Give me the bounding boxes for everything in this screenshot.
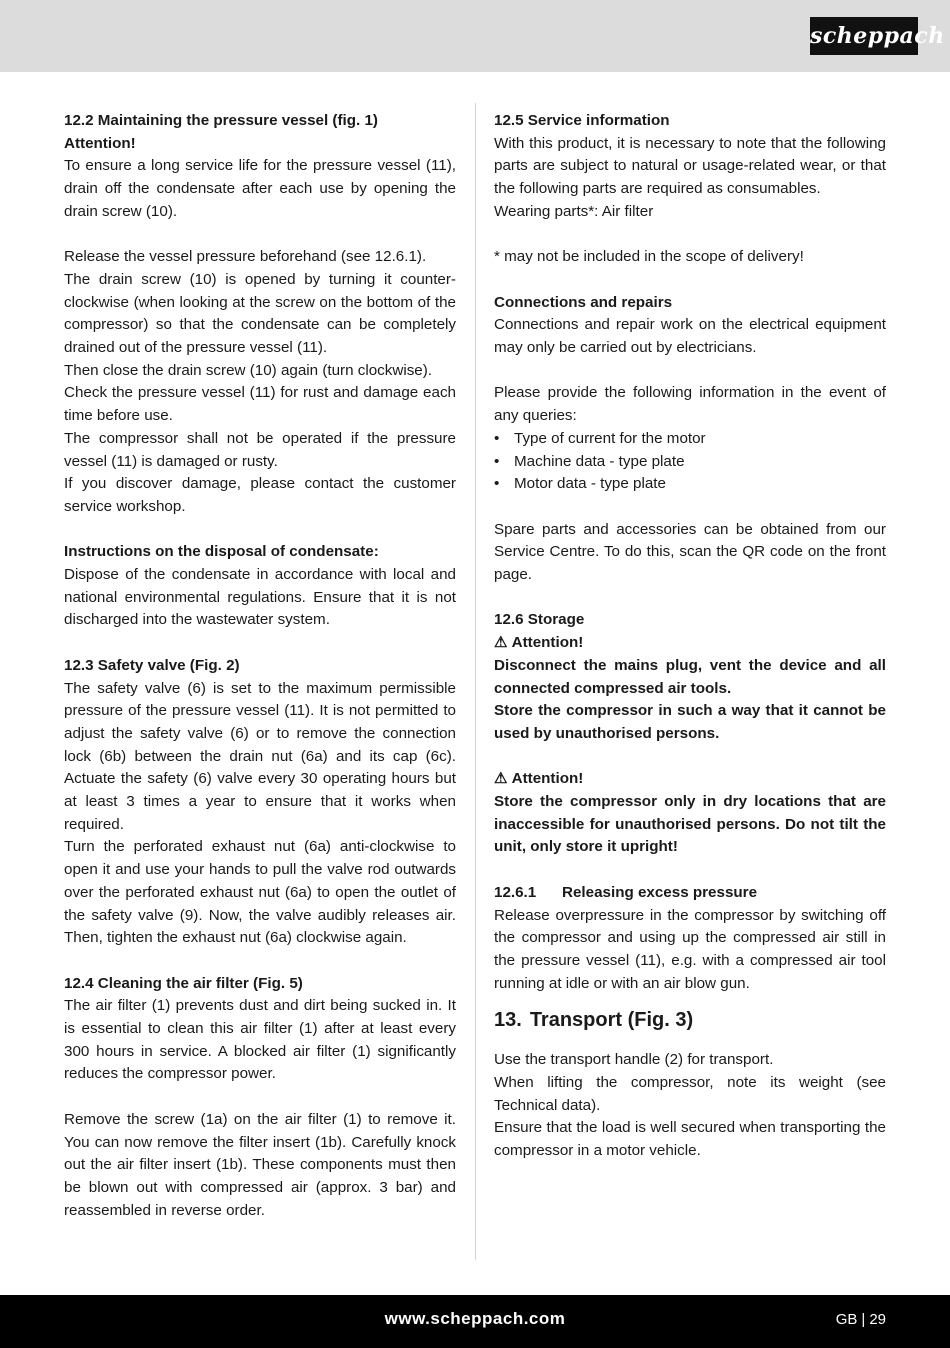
paragraph: Release the vessel pressure beforehand (see 12.6.1). xyxy=(64,248,427,266)
page-number: GB | 29 xyxy=(835,1311,886,1328)
scheppach-logo: scheppach xyxy=(810,17,918,55)
paragraph: Connections and repair work on the electrical equipment may only be carried out by electricians. xyxy=(494,316,886,356)
section-12-2-heading: 12.2 Maintaining the pressure vessel (fig. 1) xyxy=(64,112,378,129)
list-item-text: Machine data - type plate xyxy=(514,452,685,470)
list-item-text: Motor data - type plate xyxy=(514,475,666,493)
paragraph: With this product, it is necessary to note that the following parts are subject to natural or usage-related wear, or that the following parts are required as consumables. xyxy=(494,134,886,198)
paragraph: Please provide the following information in the event of any queries: xyxy=(494,384,886,425)
warning-text: Disconnect the mains plug, vent the device and all connected compressed air tools. xyxy=(494,656,886,697)
page-header xyxy=(0,0,950,72)
column-divider xyxy=(475,103,476,1260)
list-item xyxy=(494,473,886,496)
paragraph: Wearing parts*: Air filter xyxy=(494,202,654,220)
bullet-icon: • xyxy=(494,452,500,470)
warning-triangle-icon: ⚠ xyxy=(494,770,508,788)
paragraph: The compressor shall not be operated if the pressure vessel (11) is damaged or rusty. xyxy=(64,429,456,470)
paragraph: Ensure that the load is well secured when transporting the compressor in a motor vehicle. xyxy=(494,1119,886,1160)
section-12-5-heading: 12.5 Service information xyxy=(494,112,670,129)
paragraph: Spare parts and accessories can be obtained from our Service Centre. To do this, scan the QR code on the front page. xyxy=(494,520,886,583)
warning-text: Store the compressor in such a way that it cannot be used by unauthorised persons. xyxy=(494,702,886,742)
paragraph: Then close the drain screw (10) again (turn clockwise). xyxy=(64,361,433,379)
right-column xyxy=(494,110,886,1163)
list-item xyxy=(494,451,886,474)
left-column xyxy=(64,110,456,1222)
paragraph: The safety valve (6) is set to the maximum permissible pressure of the pressure vessel (11). It is not permitted to adjust the safety valve (6) or to remove the connection lock (6b) between the drain nut (6a) and its cap (6c). Actuate the safety (6) valve every 30 operating hours but at least 3 times a year to ensure that it works when required. xyxy=(64,679,456,833)
bullet-icon: • xyxy=(494,475,500,493)
attention-label: Attention! xyxy=(64,134,136,152)
paragraph: Turn the perforated exhaust nut (6a) anti-clockwise to open it and use your hands to pull the valve rod outwards over the perforated exhaust nut (6a) to open the outlet of the safety valve (9). Now, the valve audibly releases air. Then, tighten the exhaust nut (6a) clockwise again. xyxy=(64,838,456,947)
section-13-heading: 13. Transport (Fig. 3) xyxy=(494,1009,694,1032)
paragraph: If you discover damage, please contact the customer service workshop. xyxy=(64,475,456,515)
section-12-3-heading: 12.3 Safety valve (Fig. 2) xyxy=(64,656,240,674)
list-item-text: Type of current for the motor xyxy=(514,429,706,447)
paragraph: Use the transport handle (2) for transport. xyxy=(494,1051,774,1069)
paragraph: When lifting the compressor, note its weight (see Technical data). xyxy=(494,1074,886,1114)
paragraph: The drain screw (10) is opened by turning it counter-clockwise (when looking at the screw on the bottom of the compressor) so that the condensate can be completely drained out of the pressure vessel (11). xyxy=(64,270,456,357)
paragraph: Dispose of the condensate in accordance with local and national environmental regulations. Ensure that it is not discharged into the wastewater system. xyxy=(64,566,456,629)
paragraph: Release overpressure in the compressor by switching off the compressor and using up the compressed air still in the pressure vessel (11), e.g. with a compressed air tool running at idle or with an air blow gun. xyxy=(494,906,886,992)
list-item xyxy=(494,428,886,451)
section-12-4-heading: 12.4 Cleaning the air filter (Fig. 5) xyxy=(64,974,303,992)
connections-heading: Connections and repairs xyxy=(494,293,673,311)
bullet-icon: • xyxy=(494,429,500,447)
paragraph: Check the pressure vessel (11) for rust and damage each time before use. xyxy=(64,384,456,425)
paragraph: Remove the screw (1a) on the air filter (1) to remove it. You can now remove the filter insert (1b). Carefully knock out the air filter insert (1b). These components must then be blown out with compressed air (approx. 3 bar) and reassembled in reverse order. xyxy=(64,1110,456,1219)
section-12-6-1-heading: 12.6.1 Releasing excess pressure xyxy=(494,883,758,901)
paragraph: To ensure a long service life for the pressure vessel (11), drain off the condensate after each use by opening the drain screw (10). xyxy=(64,157,456,220)
warning-triangle-icon: ⚠ xyxy=(494,634,508,652)
warning-text: Store the compressor only in dry locations that are inaccessible for unauthorised persons. Do not tilt the unit, only store it upright! xyxy=(494,793,886,856)
attention-label: ⚠ Attention! xyxy=(494,768,886,791)
attention-label: ⚠ Attention! xyxy=(494,632,886,655)
page-footer xyxy=(0,1295,950,1348)
section-12-6-heading: 12.6 Storage xyxy=(494,611,585,629)
website-url: www.scheppach.com xyxy=(384,1309,566,1328)
footnote: * may not be included in the scope of delivery! xyxy=(494,248,804,266)
paragraph: The air filter (1) prevents dust and dirt being sucked in. It is essential to clean this air filter (1) after at least every 300 hours in service. A blocked air filter (1) significantly reduces the compressor power. xyxy=(64,997,456,1083)
disposal-heading: Instructions on the disposal of condensate: xyxy=(64,543,379,561)
